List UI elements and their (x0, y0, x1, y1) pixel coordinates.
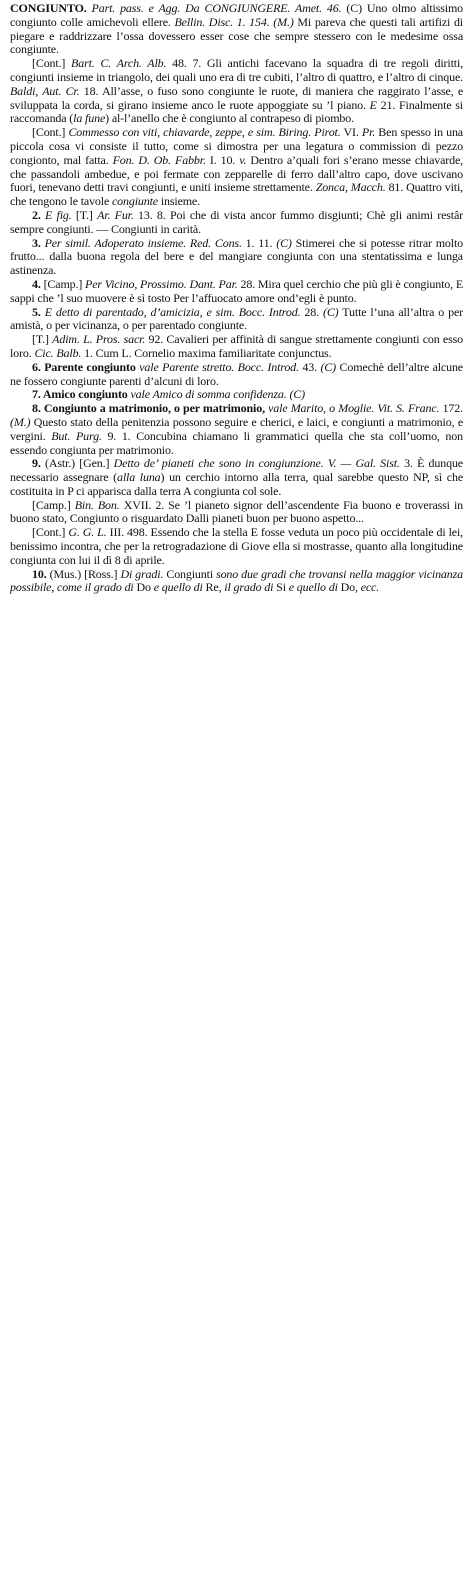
entry-text: 3. È dunque necessario assegnare ( (10, 456, 463, 485)
entry-citation: Per Vicino, Prossimo. Dant. Par. (85, 276, 238, 291)
entry-citation: Detto de’ pianeti che sono in congiunzione. V. — Gal. Sist. (113, 456, 400, 471)
entry-text: I. 10. (205, 152, 240, 167)
entry-paragraph (10, 306, 463, 334)
entry-text: Questo stato della penitenzia possono seguire e cherici, e laici, e congiunti a matrimonio, e vergini. (10, 414, 463, 443)
entry-text: (Mus.) [Ross.] (46, 566, 121, 581)
entry-text: XVII. 2. Se ’l pianeto signor dell’ascendente Fia buono e troverassi in buono stato, Congiunto o risguardato Dalli pianeti buon per buono aspetto... (10, 497, 463, 526)
entry-text: Congiunti (163, 566, 217, 581)
entry-citation: (M.) (10, 414, 31, 429)
entry-citation: (C) (322, 304, 339, 319)
entry-paragraph (10, 237, 463, 278)
entry-text: 43. (298, 359, 321, 374)
entry-paragraph (10, 57, 463, 126)
entry-label: 10. (32, 566, 47, 581)
entry-text: [Cont.] (32, 525, 69, 540)
entry-text: Do, (337, 580, 361, 595)
entry-citation: E detto di parentado, d’amicizia, e sim. Bocc. Introd. (40, 304, 301, 319)
entry-citation: vale Parente stretto. Bocc. Introd. (135, 359, 299, 374)
entry-citation: Bin. Bon. (74, 497, 120, 512)
entry-paragraph (10, 402, 463, 457)
entry-paragraph (10, 333, 463, 361)
entry-text: ) al-l’anello che è congiunto al contrapeso di piombo. (105, 111, 354, 126)
entry-citation: Fon. D. Ob. Fabbr. (112, 152, 206, 167)
entry-citation: Zonca, Macch. (315, 180, 386, 195)
entry-citation: sono due gradi che trovansi nella maggior vicinanza possibile, come il grado di (10, 566, 464, 595)
entry-citation: il grado di (224, 580, 274, 595)
entry-citation: Cic. Balb. (34, 345, 82, 360)
entry-text: 18. All’asse, o fuso sono congiunte le ruote, di maniera che raggirato l’asse, e sviluppata la corda, si girano insieme anco le ruote appoggiate su ’l piano. (10, 83, 463, 112)
entry-text: Tutte l’una all’altra o per amistà, o per vicinanza, o per parentado congiunte. (10, 304, 463, 333)
entry-text: Re, (202, 580, 225, 595)
entry-label: 8. Congiunto a matrimonio, o per matrimonio, (32, 401, 265, 416)
entry-text: [Cont.] (32, 125, 69, 140)
entry-citation: Baldi, Aut. Cr. (10, 83, 80, 98)
entry-text: Comechè dell’altre alcune ne fossero congiunte parenti d’alcuni di loro. (10, 359, 463, 388)
entry-paragraph (10, 499, 463, 527)
entry-text: insieme. (157, 194, 200, 209)
entry-citation: e quello di (288, 580, 338, 595)
entry-citation: congiunte (112, 194, 158, 209)
entry-citation: E fig. (40, 207, 72, 222)
entry-label: 4. (32, 276, 41, 291)
entry-citation: Di gradi. (120, 566, 164, 581)
entry-citation: la fune (73, 111, 106, 126)
entry-text: Dentro a’quali fori s’erano messe chiavarde, che passandoli ambedue, e poi fermate con zepparelle di ferro dall’altro capo, dove uscivano fuori, tenevano detti travi congiunti, e uniti insieme strettamente. (10, 152, 463, 195)
entry-citation: Bart. C. Arch. Alb. (71, 56, 167, 71)
entry-paragraph (10, 457, 463, 498)
entry-citation: (C) (276, 235, 292, 250)
entry-text: 28. Mira quel cerchio che più gli è congiunto, E sappi che ’l suo muovere è sì tosto Per l’affuocato amore ond’egli è punto. (10, 276, 464, 305)
entry-label: CONGIUNTO. (10, 1, 87, 15)
entry-text: Do (133, 580, 154, 595)
entry-paragraph (10, 388, 463, 402)
entry-text: 1. 11. (241, 235, 277, 250)
entry-text: 172. (439, 401, 463, 416)
entry-citation: ecc. (360, 580, 380, 595)
entry-text: 1. Cum L. Cornelio maxima familiaritate conjunctus. (81, 345, 332, 360)
entry-citation: alla luna (117, 470, 161, 485)
entry-paragraph (10, 526, 463, 567)
entry-text: Si (273, 580, 289, 595)
entry-text: Stimerei che si potesse ritrar molto frutto... dalla buona regola del bere e del mangiare congiunta con una stentatissima e lunga astinenza. (10, 235, 464, 278)
entry-text: III. 498. Essendo che la stella E fosse veduta un poco più occidentale di lei, benissimo incontra, che per la retrogradazione di Giove ella si mostrasse, quanto alla longitudine congiunta con lui il dì 8 di aprile. (10, 525, 463, 567)
entry-text: 92. Cavalieri per affinità di sangue strettamente congiunti con esso loro. (10, 332, 463, 360)
entry-text: 21. Finalmente si raccomanda ( (10, 97, 463, 126)
entry-text: (C) Uno olmo altissimo congiunto colle amichevoli ellere. (10, 1, 463, 29)
entry-label: 9. (32, 456, 41, 471)
entry-citation: Ar. Fur. (97, 207, 134, 222)
entry-paragraph (10, 568, 463, 596)
entry-text: 48. 7. Gli antichi facevano la squadra di tre regoli diritti, congiunti insieme in triangolo, dei quali uno era di tre cubiti, l’altro di quattro, e l’altro di cinque. (10, 56, 463, 84)
entry-text: [Cont.] (32, 56, 72, 71)
entry-citation: Bellin. Disc. 1. 154. (M.) (174, 14, 294, 29)
entry-headword-paragraph (10, 2, 463, 57)
entry-citation: vale Amico di somma confidenza. (C) (127, 387, 305, 402)
entry-label: 7. Amico congiunto (32, 387, 128, 402)
entry-text: Ben spesso in una piccola cosa vi consiste il tutto, come si dimostra per una legatura o commission di pezzo congionto, mal fatta. (10, 125, 463, 167)
entry-text: 13. 8. Poi che di vista ancor fummo disgiunti; Chè gli animi restâr sempre congiunti. — Congiunti in carità. (10, 207, 463, 236)
entry-citation: E (369, 97, 377, 112)
entry-citation: Part. pass. e Agg. Da CONGIUNGERE. Amet. 46. (86, 1, 342, 15)
entry-text: (Astr.) [Gen.] (40, 456, 114, 471)
entry-citation: (C) (320, 359, 336, 374)
entry-label: 6. Parente congiunto (32, 359, 136, 374)
entry-text: Mi pareva che questi tali artifizi di piegare e raddrizzare l’ossa dovessero esser cose che sempre stessero con le medesime ossa congiunte. (10, 14, 463, 57)
entry-text: 9. 1. Concubina chiamano li grammatici quella che sta coll’uomo, non essendo congiunta per matrimonio. (10, 428, 463, 457)
entry-paragraph (10, 278, 463, 306)
entry-label: 5. (32, 304, 41, 319)
entry-label: 2. (32, 207, 41, 222)
entry-paragraph (10, 126, 463, 209)
entry-text: [T.] (71, 207, 98, 222)
entry-text: [Camp.] (40, 276, 86, 291)
entry-citation: e quello di (153, 580, 203, 595)
entry-citation: But. Purg. (51, 428, 102, 443)
entry-citation: Per simil. Adoperato insieme. Red. Cons. (40, 235, 242, 250)
entry-label: 3. (32, 235, 41, 250)
entry-citation: Pr. (361, 125, 376, 140)
entry-text: ) un cerchio intorno alla terra, qual sarebbe questo NP, sì che costituita in P ci apparisca dalla terra A congiunta col sole. (10, 470, 464, 498)
entry-citation: Commesso con viti, chiavarde, zeppe, e sim. Biring. Pirot. (68, 125, 341, 140)
entry-paragraph (10, 361, 463, 389)
entry-text: VI. (340, 125, 362, 140)
entry-text: 81. Quattro viti, che tengono le tavole (10, 180, 464, 209)
entry-paragraph (10, 209, 463, 237)
entry-text: 28. (300, 304, 323, 319)
entry-citation: vale Marito, o Moglie. Vit. S. Franc. (264, 401, 440, 416)
entry-text: [Camp.] (32, 497, 75, 512)
entry-text: [T.] (32, 332, 53, 347)
entry-citation: v. (239, 152, 247, 167)
entry-citation: Adim. L. Pros. sacr. (52, 332, 146, 347)
entry-citation: G. G. L. (68, 525, 107, 540)
